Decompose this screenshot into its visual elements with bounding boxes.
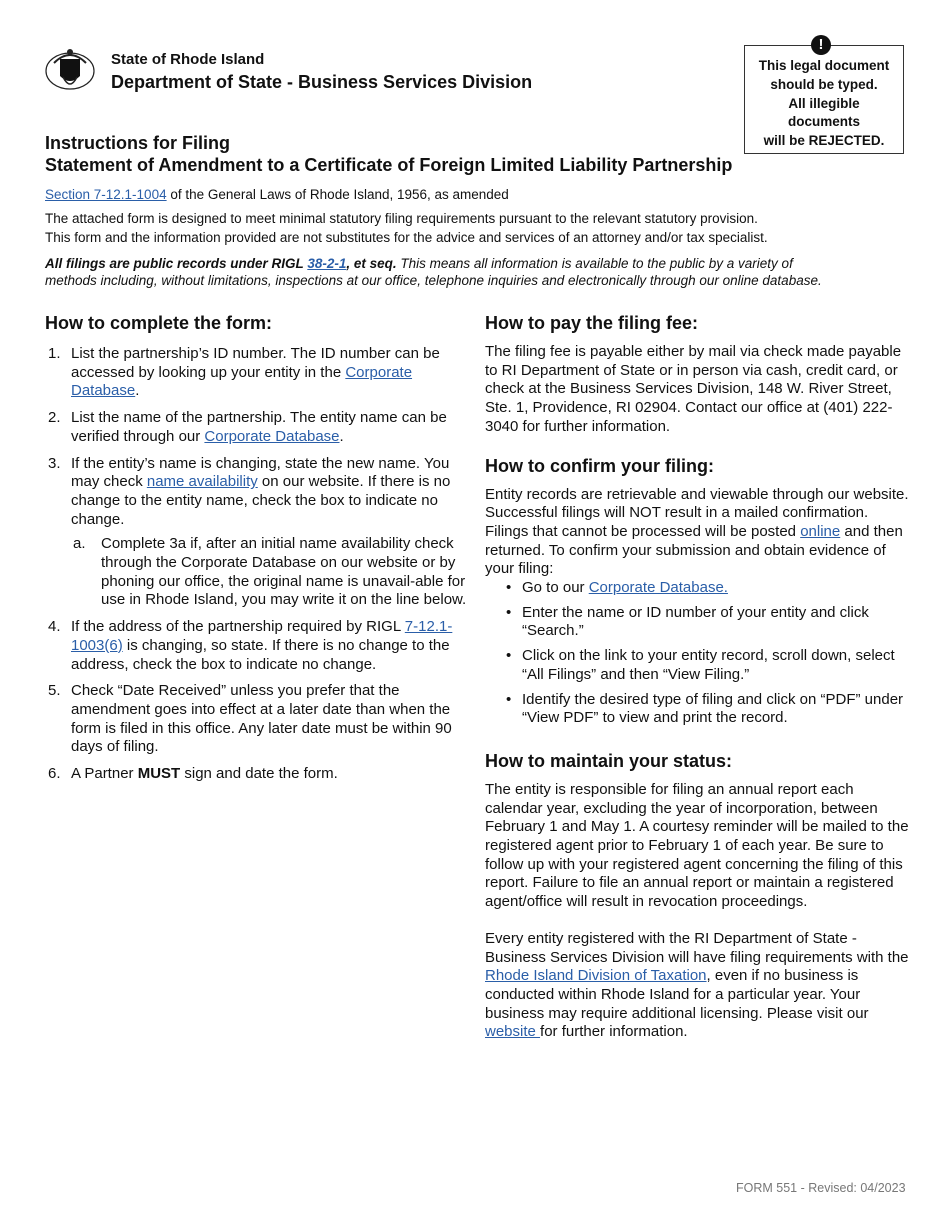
state-seal-icon: [44, 43, 96, 93]
step-text-end: .: [135, 382, 140, 400]
step-number: 1.: [48, 345, 61, 362]
confirm-text: Entity records are retrievable and viewable through our website. Successful filings will NOT result in a mailed confirmation. Filings that cannot be processed will be posted: [485, 485, 909, 540]
confirm-text-end: and then returned. To confirm your submission and obtain evidence of your filing:: [485, 522, 903, 578]
step-text-end: is changing, so state. If there is no change to the address, check the box to indicate no change.: [71, 636, 450, 673]
list-item: [485, 579, 910, 598]
must-emphasis: MUST: [137, 765, 181, 783]
intro-line-2: This form and the information provided are not substitutes for the advice and services of an attorney and/or tax specialist.: [45, 230, 768, 245]
confirm-filing-heading: How to confirm your filing:: [485, 455, 714, 476]
list-item: [45, 345, 473, 401]
name-availability-link[interactable]: name availability: [146, 473, 258, 491]
warning-line: All illegible: [788, 95, 860, 111]
right-column: [485, 312, 910, 1042]
warning-line: will be REJECTED.: [763, 133, 885, 149]
step-text: If the entity’s name is changing, state the new name. You may check: [71, 454, 450, 491]
list-item: [45, 409, 473, 446]
list-item: [45, 682, 473, 757]
step-text-end: sign and date the form.: [180, 765, 338, 783]
public-records-notice: [45, 256, 825, 289]
para-text: Every entity registered with the RI Department of State - Business Services Division will have filing requirements with the: [485, 929, 909, 966]
bullet: •: [506, 579, 512, 597]
title-line-1: Instructions for Filing: [45, 133, 230, 153]
para-text: , even if no business is conducted within Rhode Island for a particular year. Your business may require additional licensing. Please visit our: [485, 967, 869, 1022]
step-text: A Partner: [71, 765, 138, 783]
maintain-status-heading: How to maintain your status:: [485, 750, 733, 771]
step-number: 4.: [48, 618, 61, 636]
step-text-end: on our website. If there is no change to the entity name, check the box to indicate no change.: [71, 473, 451, 528]
warning-line: documents: [787, 114, 860, 130]
corporate-database-link[interactable]: Corporate Database: [71, 363, 413, 400]
bullet: •: [506, 603, 512, 621]
page-title: [45, 132, 732, 176]
list-item: [45, 618, 473, 674]
step-number: 2.: [48, 409, 61, 427]
step-text: If the address of the partnership required by RIGL: [71, 618, 405, 636]
substeps-list: [71, 535, 473, 610]
step-text: List the name of the partnership. The entity name can be verified through our: [71, 409, 447, 445]
step-text-end: .: [339, 427, 344, 445]
state-name: State of Rhode Island: [111, 51, 265, 68]
bullet: •: [506, 690, 512, 708]
pay-fee-text: The filing fee is payable either by mail via check made payable to RI Department of State or in person via cash, credit card, or check at the Business Services Division, 148 W. River Street, Ste. 1, Providence, RI 02904. Contact our office at (401) 222-3040 for further information.: [485, 343, 902, 435]
step-text: Check “Date Received” unless you prefer that the amendment goes into effect at a later date than when the form is filed in this office. Any later date must be within 90 days of filing.: [71, 682, 452, 756]
public-notice-bold: All filings are public records under RIGL: [45, 256, 308, 271]
corporate-database-link[interactable]: Corporate Database.: [588, 579, 728, 597]
exclamation-icon: !: [811, 35, 831, 55]
intro-line-1: The attached form is designed to meet minimal statutory filing requirements pursuant to the relevant statutory provision.: [45, 211, 758, 226]
complete-form-section: [45, 312, 473, 792]
step-number: a.: [73, 535, 86, 553]
warning-line: should be typed.: [770, 76, 878, 92]
bullet-text: Enter the name or ID number of your entity and click “Search.”: [522, 603, 869, 640]
form-revision-footer: FORM 551 - Revised: 04/2023: [736, 1181, 906, 1195]
complete-form-heading: How to complete the form:: [45, 313, 273, 333]
step-number: 3.: [48, 454, 61, 472]
list-item: [45, 455, 473, 611]
title-line-2: Statement of Amendment to a Certificate of Foreign Limited Liability Partnership: [45, 155, 733, 175]
website-link[interactable]: website: [485, 1023, 541, 1041]
statute-reference: [45, 186, 509, 203]
list-item: [485, 691, 910, 728]
maintain-para-2: [485, 930, 910, 1042]
steps-list: [45, 345, 473, 784]
online-link[interactable]: online: [800, 522, 841, 540]
confirm-filing-text: [485, 486, 910, 580]
list-item: [485, 604, 910, 641]
public-notice-text: This means all information is available to the public by a variety of methods including, without limitations, inspections at our office, telephone inquiries and electronically through our online database.: [45, 256, 822, 288]
bullet: •: [506, 647, 512, 665]
rigl-38-2-1-link[interactable]: 38-2-1: [307, 256, 347, 271]
bullet-text: Click on the link to your entity record, scroll down, select “All Filings” and then “View Filing.”: [522, 647, 895, 683]
list-item: [485, 647, 910, 684]
public-notice-etseq: , et seq.: [346, 256, 397, 271]
step-number: 6.: [48, 765, 61, 783]
para-text: for further information.: [540, 1023, 688, 1041]
intro-text: [45, 209, 845, 247]
step-text: Complete 3a if, after an initial name availability check through the Corporate Database on our website or by phoning our office, the original name is unavail-able for use in Rhode Island, you may write it on the line below.: [101, 535, 467, 609]
pay-fee-heading: How to pay the filing fee:: [485, 313, 699, 333]
list-item: [45, 765, 473, 784]
statute-link[interactable]: Section 7-12.1-1004: [45, 187, 167, 202]
maintain-para-1: The entity is responsible for filing an annual report each calendar year, excluding the year of incorporation, between February 1 and May 1. A courtesy reminder will be mailed to the registered agent prior to February 1 of each year. Be sure to follow up with your registered agent concerning the filing of this report. Failure to file an annual report or maintain a registered agent/office will result in revocation proceedings.: [485, 780, 909, 911]
department-name: Department of State - Business Services Division: [111, 72, 533, 92]
list-item: [71, 535, 473, 610]
bullet-text: Go to our: [522, 579, 589, 597]
step-number: 5.: [48, 682, 61, 700]
bullet-text: Identify the desired type of filing and click on “PDF” under “View PDF” to view and print the record.: [522, 690, 904, 727]
rigl-7-12-1-1003-link[interactable]: 7-12.1-1003(6): [71, 618, 453, 654]
statute-text: of the General Laws of Rhode Island, 1956, as amended: [166, 187, 509, 202]
warning-line: This legal document: [758, 58, 890, 73]
division-of-taxation-link[interactable]: Rhode Island Division of Taxation: [485, 967, 707, 985]
confirm-steps-list: [485, 579, 910, 728]
corporate-database-link[interactable]: Corporate Database: [204, 427, 340, 445]
legal-warning-box: [744, 45, 904, 154]
step-text: List the partnership’s ID number. The ID number can be accessed by looking up your entity in the: [71, 345, 440, 381]
agency-header: [111, 51, 532, 94]
